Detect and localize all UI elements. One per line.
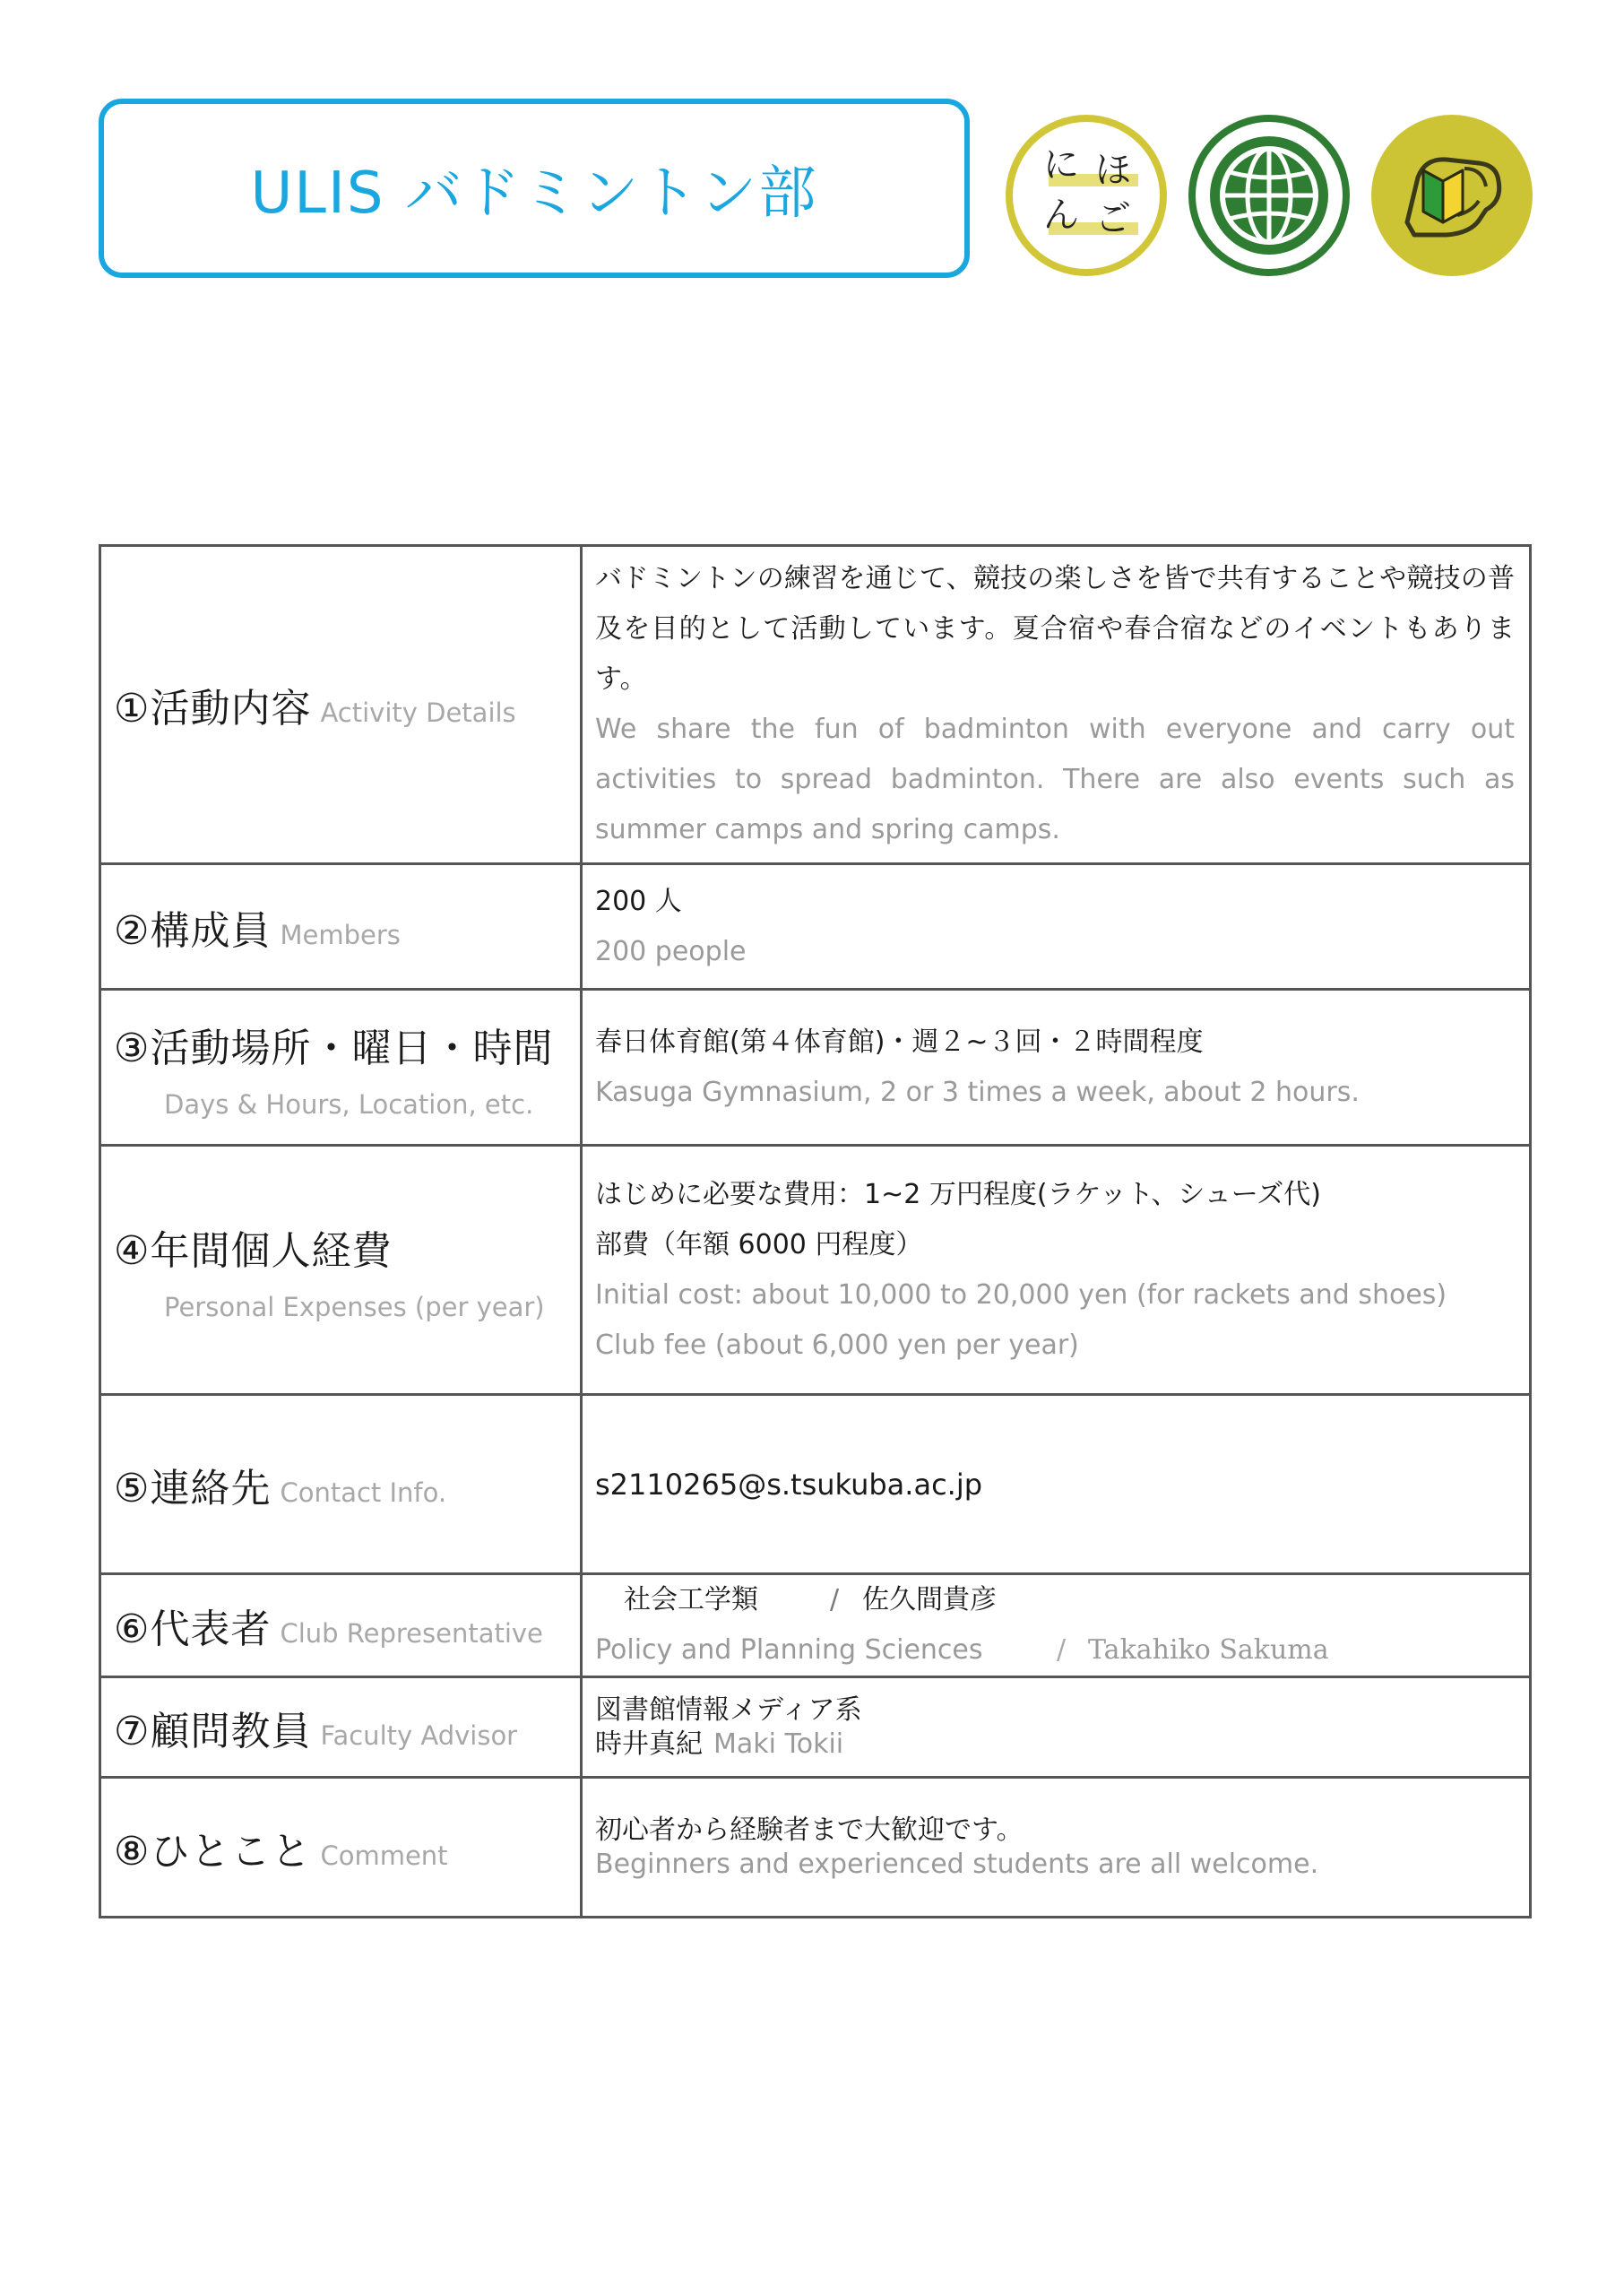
- comment-ja: 初心者から経験者まで大歓迎です。: [595, 1814, 1024, 1846]
- activity-details-ja: バドミントンの練習を通じて、競技の楽しさを皆で共有することや競技の普及を目的として活動しています。夏合宿や春合宿などのイベントもあります。: [595, 563, 1515, 695]
- location-schedule-en: Kasuga Gymnasium, 2 or 3 times a week, about 2 hours.: [595, 1076, 1360, 1108]
- row-label-cell: [100, 1778, 582, 1918]
- globe-icon: [1205, 131, 1334, 260]
- table-row: [100, 864, 1531, 990]
- separator: /: [1056, 1634, 1067, 1666]
- contact-email-link[interactable]: s2110265@s.tsukuba.ac.jp: [595, 1467, 983, 1502]
- row-label-ja: ⑥代表者: [114, 1606, 272, 1652]
- table-row: [100, 1395, 1531, 1574]
- row-label-ja: ③活動場所・曜日・時間: [114, 1025, 554, 1071]
- row-label-ja: ①活動内容: [114, 686, 312, 732]
- title-box: [99, 99, 970, 278]
- row-label-ja: ⑧ひとこと: [114, 1828, 312, 1875]
- page-title: ULIS バドミントン部: [250, 160, 818, 227]
- table-row: [100, 990, 1531, 1146]
- advisor-name-line: [595, 1728, 1515, 1762]
- members-en: 200 people: [595, 935, 747, 967]
- members-ja: 200 人: [595, 885, 682, 917]
- advisor-name-en: Maki Tokii: [713, 1728, 844, 1760]
- row-value-cell: [582, 1146, 1531, 1395]
- row-label-cell: [100, 1395, 582, 1574]
- comment-en: Beginners and experienced students are all welcome.: [595, 1848, 1319, 1880]
- row-label-en: Club Representative: [280, 1618, 543, 1649]
- representative-en-line: [595, 1625, 1515, 1676]
- row-label-en: Comment: [320, 1840, 448, 1871]
- table-row: [100, 1146, 1531, 1395]
- table-row: [100, 1778, 1531, 1918]
- nihongo-char: ん: [1043, 195, 1079, 236]
- row-value-cell: [582, 1395, 1531, 1574]
- row-label-cell: [100, 864, 582, 990]
- row-label-ja: ②構成員: [114, 907, 272, 954]
- advisor-dept-ja: 図書館情報メディア系: [595, 1693, 862, 1726]
- row-value-cell: [582, 1677, 1531, 1778]
- row-label-cell: [100, 1677, 582, 1778]
- nihongo-badge-icon: [1006, 115, 1167, 276]
- nihongo-char: ほ: [1095, 150, 1131, 191]
- initial-cost-en: Initial cost: about 10,000 to 20,000 yen (for rackets and shoes): [595, 1278, 1447, 1311]
- row-value-cell: [582, 546, 1531, 864]
- advisor-name-ja: 時井真紀: [595, 1728, 703, 1760]
- row-label-en: Activity Details: [320, 697, 516, 728]
- table-row: [100, 1677, 1531, 1778]
- row-label-ja: ⑤連絡先: [114, 1465, 272, 1511]
- row-value-cell: [582, 1574, 1531, 1677]
- row-value-cell: [582, 864, 1531, 990]
- initial-cost-ja: はじめに必要な費用：1~2 万円程度(ラケット、シューズ代): [595, 1178, 1321, 1210]
- club-fee-ja: 部費（年額 6000 円程度）: [595, 1228, 923, 1260]
- row-value-cell: [582, 1778, 1531, 1918]
- beginner-badge: [1371, 115, 1533, 276]
- row-label-en: Personal Expenses (per year): [164, 1291, 545, 1322]
- representative-name-ja: 佐久間貴彦: [862, 1584, 997, 1615]
- representative-ja-line: [595, 1575, 1515, 1625]
- beginner-mark-muscle-icon: [1371, 115, 1533, 276]
- club-info-table: [99, 544, 1532, 1918]
- table-row: [100, 1574, 1531, 1677]
- row-label-en: Faculty Advisor: [320, 1719, 518, 1751]
- row-label-en: Days & Hours, Location, etc.: [164, 1088, 534, 1120]
- table-row: [100, 546, 1531, 864]
- representative-dept-ja: 社会工学類: [624, 1584, 758, 1615]
- row-label-cell: [100, 990, 582, 1146]
- row-label-cell: [100, 1146, 582, 1395]
- row-label-cell: [100, 546, 582, 864]
- row-label-cell: [100, 1574, 582, 1677]
- row-value-cell: [582, 990, 1531, 1146]
- nihongo-char: に: [1043, 144, 1079, 186]
- club-fee-en: Club fee (about 6,000 yen per year): [595, 1329, 1079, 1361]
- row-label-ja: ⑦顧問教員: [114, 1708, 312, 1754]
- separator: /: [829, 1584, 840, 1615]
- representative-name-en: Takahiko Sakuma: [1088, 1634, 1329, 1666]
- activity-details-en: We share the fun of badminton with everyone and carry out activities to spread badminton. There are also events such as summer camps and spring camps.: [595, 714, 1515, 845]
- nihongo-char: ご: [1095, 198, 1131, 239]
- row-label-en: Members: [280, 919, 401, 950]
- row-label-en: Contact Info.: [280, 1477, 447, 1508]
- representative-dept-en: Policy and Planning Sciences: [595, 1634, 983, 1666]
- globe-badge: [1188, 115, 1350, 276]
- row-label-ja: ④年間個人経費: [114, 1227, 393, 1274]
- location-schedule-ja: 春日体育館(第４体育館)・週２~３回・２時間程度: [595, 1026, 1204, 1058]
